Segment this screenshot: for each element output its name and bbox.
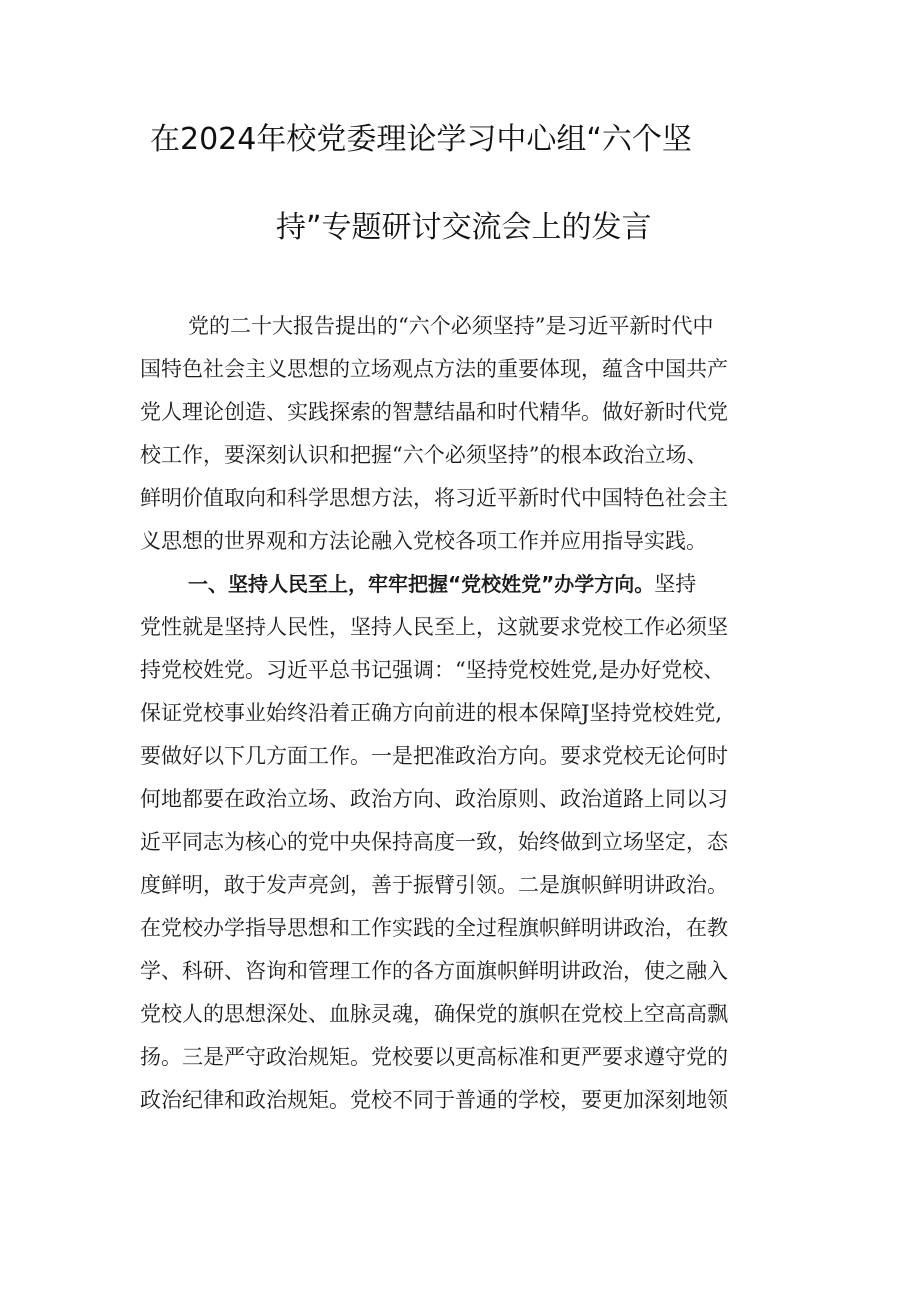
body-line: 何地都要在政治立场、政治方向、政治原则、政治道路上同以习 [140,787,728,811]
body-line: 政治纪律和政治规矩。党校不同于普通的学校，要更加深刻地领 [140,1088,728,1112]
body-line: 要做好以下几方面工作。一是把准政治方向。要求党校无论何时 [140,744,728,768]
body-line: 党校人的思想深处、血脉灵魂，确保党的旗帜在党校上空高高飘 [140,1002,728,1026]
body-line: 党人理论创造、实践探索的智慧结晶和时代精华。做好新时代党 [140,400,728,424]
body-line: 近平同志为核心的党中央保持高度一致，始终做到立场坚定，态 [140,830,728,854]
title-line-1: 在2024年校党委理论学习中心组“六个坚 [150,122,692,157]
section1-first-line-rest: 坚持 [654,572,697,596]
body-line: 在党校办学指导思想和工作实践的全过程旗帜鲜明讲政治，在教 [140,916,728,940]
body-line: 扬。三是严守政治规矩。党校要以更高标准和更严要求遵守党的 [140,1045,728,1069]
body-line: 党的二十大报告提出的“六个必须坚持”是习近平新时代中 [188,314,714,338]
body-line: 国特色社会主义思想的立场观点方法的重要体现，蕴含中国共产 [140,357,728,381]
title-line-2: 持”专题研讨交流会上的发言 [276,210,652,245]
section1-heading: 一、坚持人民至上，牢牢把握“党校姓党”办学方向。 [188,572,655,596]
body-line: 保证党校事业始终沿着正确方向前进的根本保障J坚持党校姓党, [140,701,723,725]
body-line: 党性就是坚持人民性，坚持人民至上，这就要求党校工作必须坚 [140,615,728,639]
body-line: 度鲜明，敢于发声亮剑，善于振臂引领。二是旗帜鲜明讲政治。 [140,873,728,897]
section1-first-line [188,569,696,599]
body-line: 校工作，要深刻认识和把握“六个必须坚持”的根本政治立场、 [140,443,708,467]
body-line: 义思想的世界观和方法论融入党校各项工作并应用指导实践。 [140,529,707,553]
body-line: 持党校姓党。习近平总书记强调：“坚持党校姓党,是办好党校、 [140,658,725,682]
body-line: 学、科研、咨询和管理工作的各方面旗帜鲜明讲政治，使之融入 [140,959,728,983]
body-line: 鲜明价值取向和科学思想方法，将习近平新时代中国特色社会主 [140,486,728,510]
